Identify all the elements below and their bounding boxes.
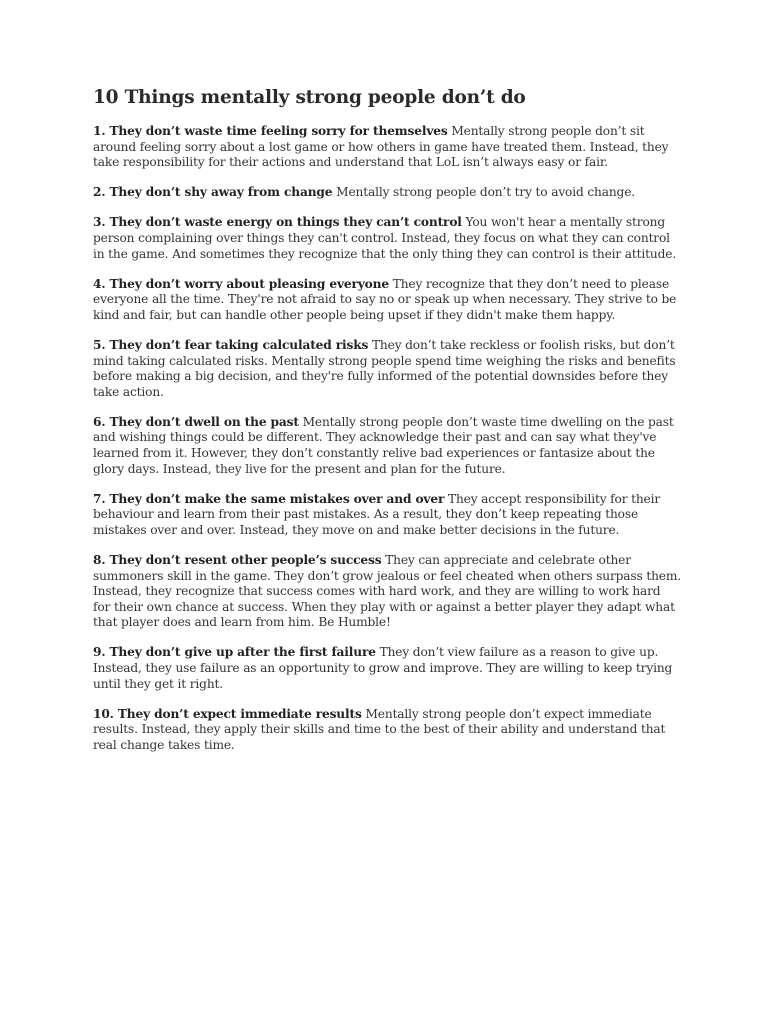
item-body: Mentally strong people don’t try to avoid change. xyxy=(336,185,635,200)
item-body: They don’t view failure as a reason to give up. Instead, they use failure as an opportunity to grow and improve. They are willing to keep trying until they get it right. xyxy=(93,645,673,691)
list-item xyxy=(93,415,681,477)
list-item xyxy=(93,707,681,754)
document-content xyxy=(93,86,681,768)
list-item xyxy=(93,553,681,631)
list-item xyxy=(93,492,681,539)
list-item xyxy=(93,645,681,692)
item-body: Mentally strong people don’t expect immediate results. Instead, they apply their skills and time to the best of their ability and understand that real change takes time. xyxy=(93,706,666,752)
list-item xyxy=(93,124,681,171)
item-body: Mentally strong people don’t sit around feeling sorry about a lost game or how others in game have treated them. Instead, they take responsibility for their actions and understand that LoL isn’t always easy or fair. xyxy=(93,124,669,170)
item-body: They don’t take reckless or foolish risks, but don’t mind taking calculated risks. Mentally strong people spend time weighing the risks and benefits before making a big decision, and they're fully informed of the potential downsides before they take action. xyxy=(93,337,676,399)
item-heading: 6. They don’t dwell on the past xyxy=(93,414,299,429)
list-item xyxy=(93,277,681,324)
item-heading: 9. They don’t give up after the first failure xyxy=(93,645,376,660)
item-body: Mentally strong people don’t waste time dwelling on the past and wishing things could be different. They acknowledge their past and can say what they've learned from it. However, they don’t constantly relive bad experiences or fantasize about the glory days. Instead, they live for the present and plan for the future. xyxy=(93,414,674,476)
item-heading: 4. They don’t worry about pleasing everyone xyxy=(93,276,389,291)
item-heading: 8. They don’t resent other people’s success xyxy=(93,552,382,567)
item-body: They accept responsibility for their behaviour and learn from their past mistakes. As a result, they don’t keep repeating those mistakes over and over. Instead, they move on and make better decisions in the future. xyxy=(93,491,661,537)
item-heading: 7. They don’t make the same mistakes over and over xyxy=(93,491,445,506)
list-item xyxy=(93,215,681,262)
item-body: They recognize that they don’t need to please everyone all the time. They're not afraid to say no or speak up when necessary. They strive to be kind and fair, but can handle other people being upset if they didn't make them happy. xyxy=(93,276,677,322)
item-heading: 3. They don’t waste energy on things they can’t control xyxy=(93,215,462,230)
list-item xyxy=(93,185,681,201)
item-heading: 1. They don’t waste time feeling sorry for themselves xyxy=(93,124,448,138)
item-body: They can appreciate and celebrate other summoners skill in the game. They don’t grow jealous or feel cheated when others surpass them. Instead, they recognize that success comes with hard work, and they are willing to work hard for their own chance at success. When they play with or against a better player they adapt what that player does and learn from him. Be Humble! xyxy=(93,552,681,630)
item-heading: 10. They don’t expect immediate results xyxy=(93,706,362,721)
item-heading: 5. They don’t fear taking calculated risks xyxy=(93,337,369,352)
list-item xyxy=(93,338,681,400)
document-title: 10 Things mentally strong people don’t do xyxy=(93,87,526,108)
item-body: You won't hear a mentally strong person complaining over things they can't control. Instead, they focus on what they can control in the game. And sometimes they recognize that the only thing they can control is their attitude. xyxy=(93,215,677,261)
item-heading: 2. They don’t shy away from change xyxy=(93,185,333,200)
